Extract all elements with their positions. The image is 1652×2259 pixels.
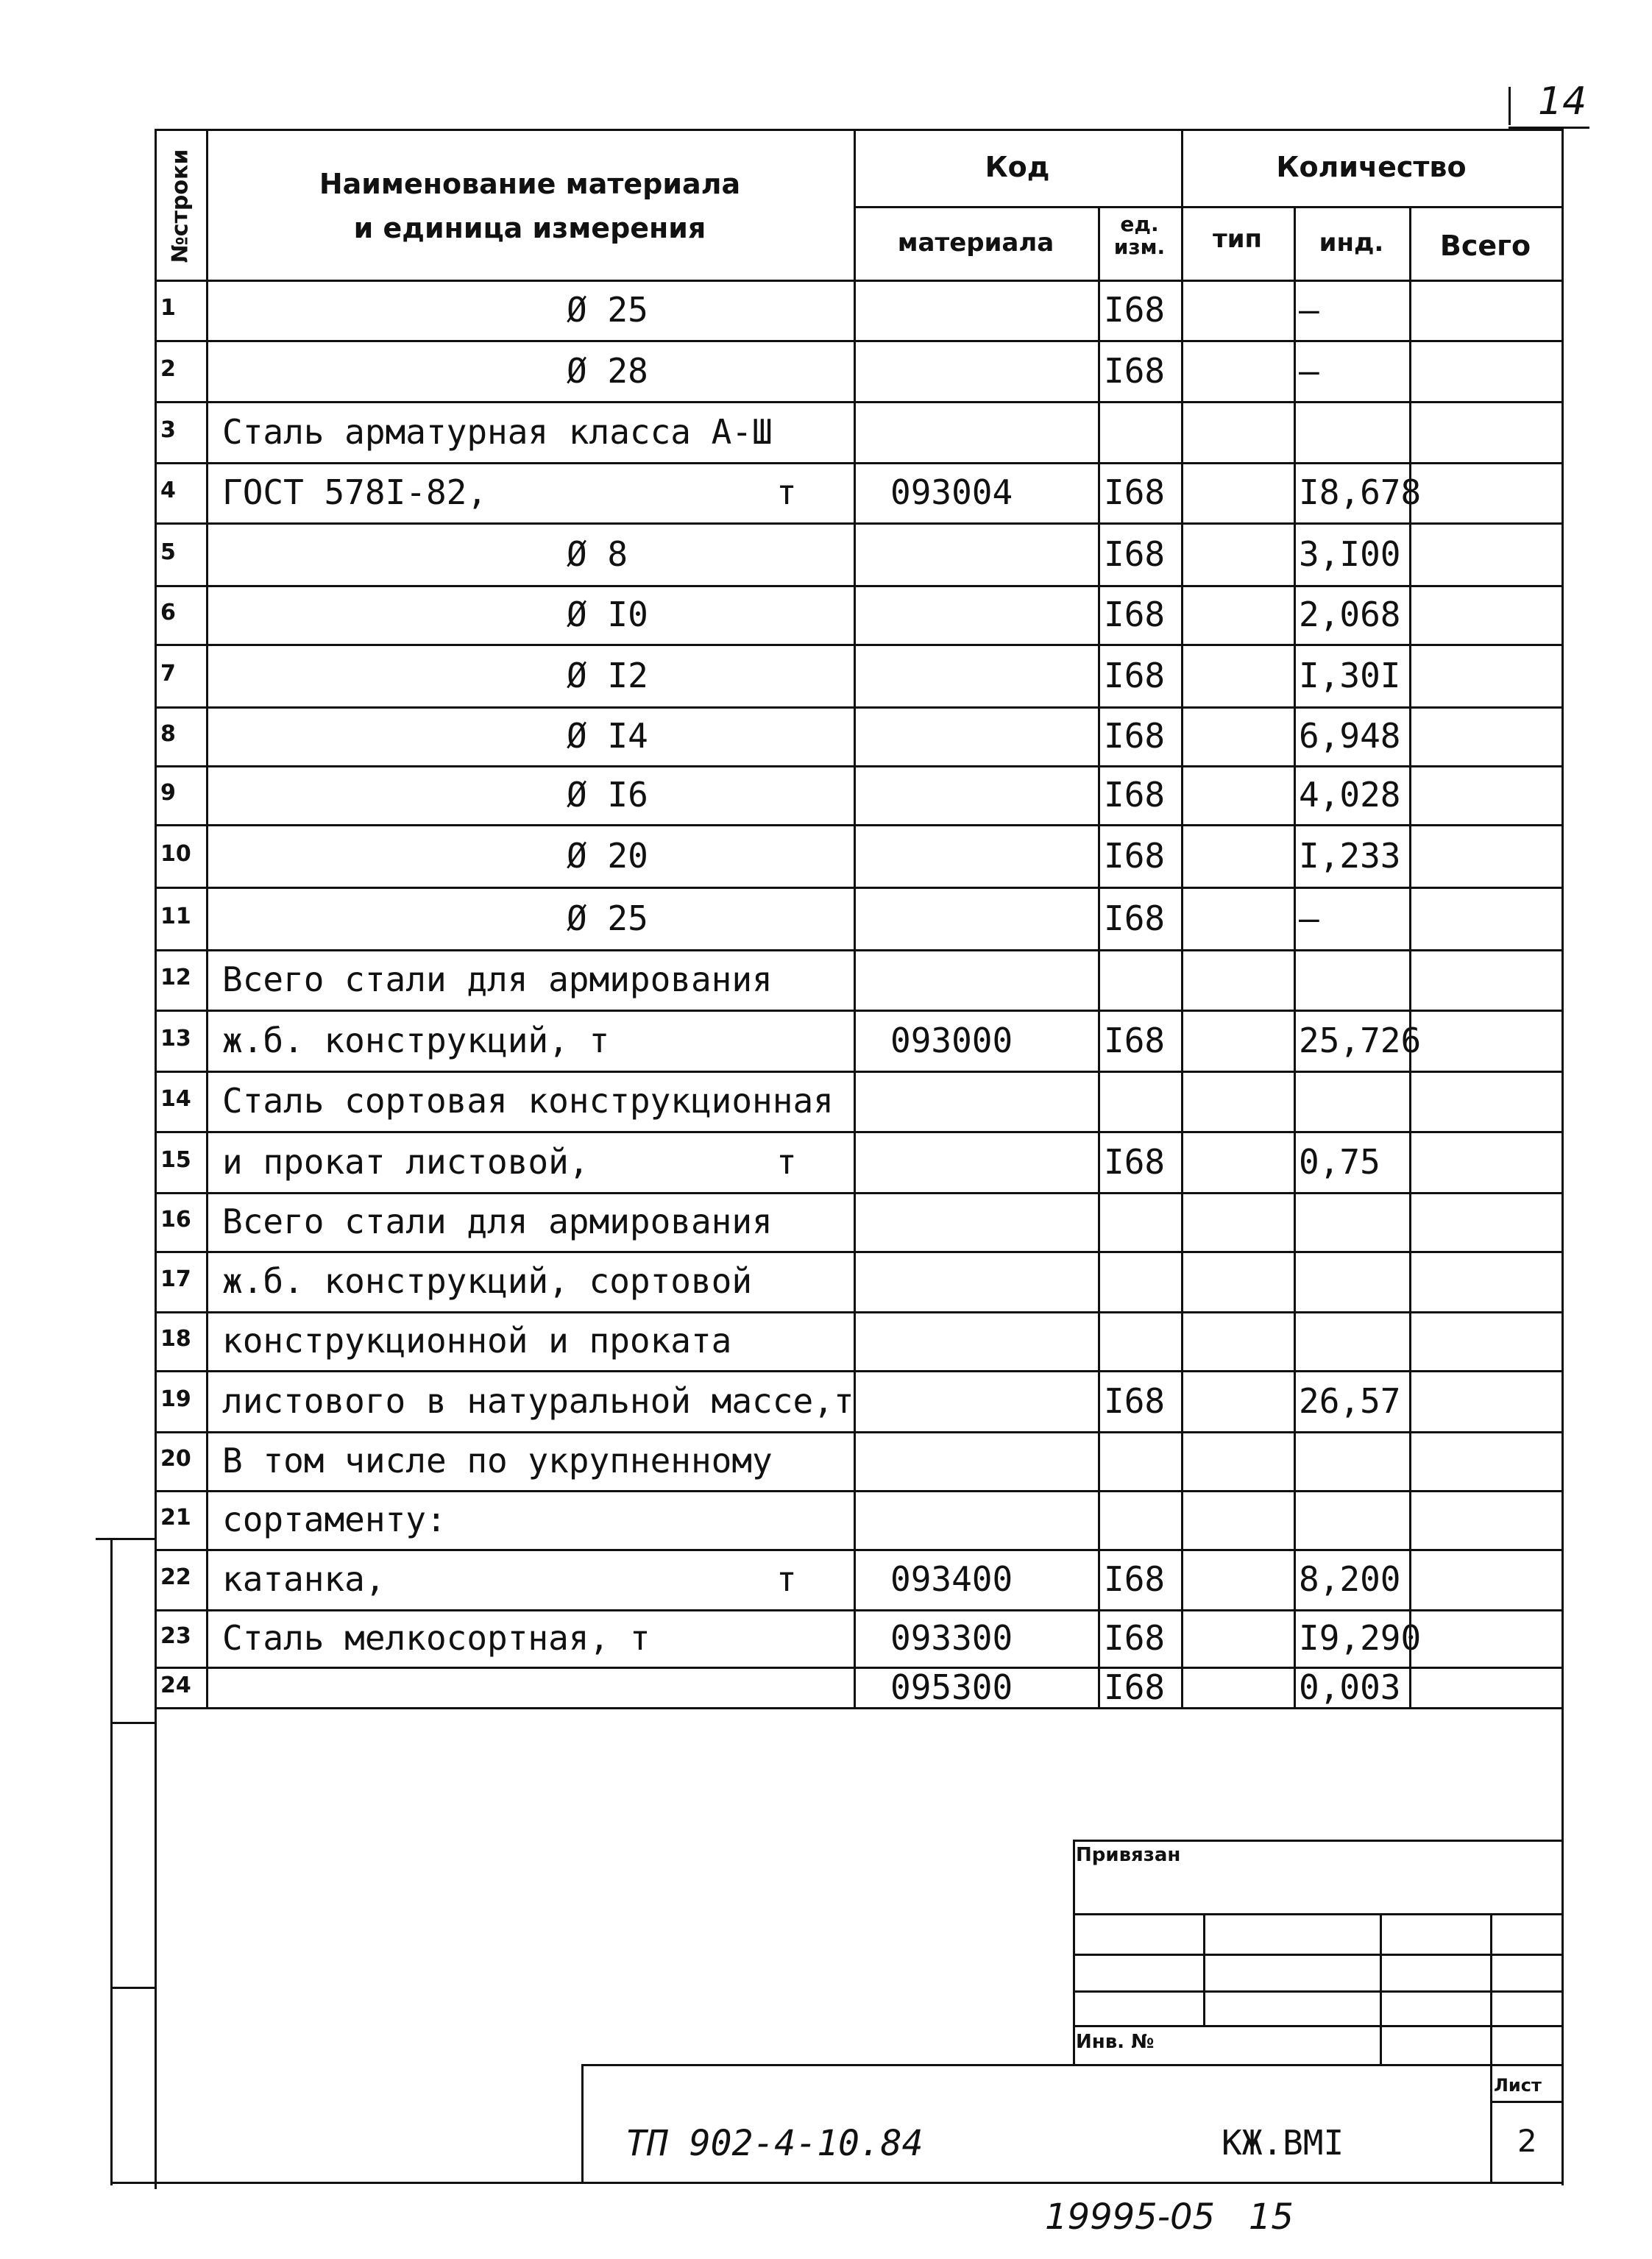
row-number: 23 — [160, 1623, 191, 1649]
quantity-ind: 2,068 — [1299, 595, 1401, 634]
table-row — [155, 1131, 1561, 1192]
row-number: 3 — [160, 417, 176, 443]
table-row — [155, 1010, 1561, 1071]
table-row — [155, 1667, 1561, 1707]
material-unit-t: т — [776, 1142, 797, 1182]
unit-code: I68 — [1104, 1021, 1166, 1060]
quantity-ind: – — [1299, 290, 1319, 330]
header-material: материала — [897, 228, 1054, 258]
unit-code: I68 — [1104, 716, 1166, 756]
row-number: 14 — [160, 1086, 191, 1112]
quantity-ind: 8,200 — [1299, 1559, 1401, 1599]
unit-code: I68 — [1104, 1667, 1166, 1707]
table-row — [155, 1251, 1561, 1311]
quantity-ind: 25,726 — [1299, 1021, 1422, 1060]
material-name: Ø I4 — [567, 716, 648, 756]
row-number: 12 — [160, 965, 191, 990]
row-number: 24 — [160, 1673, 191, 1698]
header-quantity: Количество — [1276, 151, 1467, 183]
unit-code: I68 — [1104, 1559, 1166, 1599]
material-name: ж.б. конструкций, сортовой — [222, 1261, 753, 1301]
table-row — [155, 644, 1561, 706]
material-name: Ø I2 — [567, 656, 648, 695]
row-number: 7 — [160, 661, 176, 687]
quantity-ind: 0,75 — [1299, 1142, 1380, 1182]
table-row — [155, 585, 1561, 644]
table-row — [155, 765, 1561, 824]
quantity-ind: I,30I — [1299, 656, 1401, 695]
material-name: ж.б. конструкций, т — [222, 1021, 610, 1060]
material-unit-t: т — [776, 1559, 797, 1599]
header-code: Код — [985, 151, 1050, 183]
table-row — [155, 462, 1561, 522]
footer-handwritten-code: 19995-05 15 — [1045, 2196, 1294, 2238]
unit-code: I68 — [1104, 898, 1166, 938]
table-row — [155, 522, 1561, 585]
material-name: Сталь арматурная класса А-Ш — [222, 412, 773, 452]
material-name: сортаменту: — [222, 1500, 447, 1539]
unit-code: I68 — [1104, 351, 1166, 391]
quantity-ind: I,233 — [1299, 836, 1401, 876]
quantity-ind: 26,57 — [1299, 1381, 1401, 1421]
table-row — [155, 401, 1561, 462]
material-name: Сталь сортовая конструкционная — [222, 1081, 834, 1121]
row-number: 18 — [160, 1326, 191, 1352]
unit-code: I68 — [1104, 775, 1166, 815]
quantity-ind: 6,948 — [1299, 716, 1401, 756]
unit-code: I68 — [1104, 1381, 1166, 1421]
table-row — [155, 1192, 1561, 1251]
stamp-project-code: ТП 902-4-10.84 — [625, 2123, 924, 2164]
table-row — [155, 887, 1561, 949]
material-code: 093400 — [890, 1559, 1013, 1599]
header-ind: инд. — [1319, 228, 1384, 258]
material-name: Ø 20 — [567, 836, 648, 876]
row-number: 22 — [160, 1564, 191, 1590]
table-row — [155, 1609, 1561, 1667]
quantity-ind: I8,678 — [1299, 472, 1422, 512]
header-unit: ед. изм. — [1113, 212, 1166, 259]
material-unit-t: т — [776, 472, 797, 512]
row-number: 5 — [160, 539, 176, 565]
material-code: 093000 — [890, 1021, 1013, 1060]
material-name: ГОСТ 578I-82, — [222, 472, 488, 512]
material-code: 095300 — [890, 1667, 1013, 1707]
material-name: Ø I6 — [567, 775, 648, 815]
unit-code: I68 — [1104, 836, 1166, 876]
page-mark: 14 — [1538, 79, 1587, 124]
stamp-attached: Привязан — [1076, 1844, 1181, 1866]
table-row — [155, 1071, 1561, 1131]
header-type: тип — [1212, 224, 1263, 254]
stamp-sheet-number: 2 — [1517, 2123, 1537, 2159]
unit-code: I68 — [1104, 534, 1166, 574]
unit-code: I68 — [1104, 472, 1166, 512]
row-number: 6 — [160, 600, 176, 625]
table-row — [155, 706, 1561, 765]
header-total: Всего — [1439, 230, 1531, 262]
quantity-ind: 0,003 — [1299, 1667, 1401, 1707]
row-number: 8 — [160, 721, 176, 747]
row-number: 9 — [160, 780, 176, 806]
table-row — [155, 1370, 1561, 1431]
table-row — [155, 1490, 1561, 1549]
stamp-inv-no: Инв. № — [1076, 2031, 1155, 2053]
stamp-sheet-label: Лист — [1494, 2075, 1542, 2096]
quantity-ind: – — [1299, 898, 1319, 938]
table-row — [155, 1431, 1561, 1490]
row-number: 17 — [160, 1266, 191, 1292]
row-number: 15 — [160, 1147, 191, 1173]
row-number: 2 — [160, 356, 176, 382]
material-name: Всего стали для армирования — [222, 1202, 773, 1241]
row-number: 21 — [160, 1505, 191, 1531]
material-name: листового в натуральной массе,т — [222, 1381, 854, 1421]
material-name: В том числе по укрупненному — [222, 1441, 773, 1480]
material-name: и прокат листовой, — [222, 1142, 589, 1182]
table-row — [155, 340, 1561, 401]
material-name: катанка, — [222, 1559, 386, 1599]
material-name: Ø 25 — [567, 898, 648, 938]
material-name: Ø 25 — [567, 290, 648, 330]
unit-code: I68 — [1104, 1618, 1166, 1658]
row-number: 1 — [160, 295, 176, 321]
stamp-doc-code: КЖ.ВМI — [1222, 2123, 1344, 2163]
unit-code: I68 — [1104, 656, 1166, 695]
row-number: 19 — [160, 1386, 191, 1412]
row-number: 10 — [160, 841, 191, 867]
material-name: Ø I0 — [567, 595, 648, 634]
table-row — [155, 1311, 1561, 1370]
material-name: конструкционной и проката — [222, 1321, 732, 1361]
material-code: 093300 — [890, 1618, 1013, 1658]
row-number: 11 — [160, 904, 191, 929]
material-name: Ø 8 — [567, 534, 628, 574]
quantity-ind: 4,028 — [1299, 775, 1401, 815]
row-number: 4 — [160, 478, 176, 503]
header-row-no: №строки — [167, 149, 194, 263]
table-row — [155, 949, 1561, 1010]
row-number: 16 — [160, 1207, 191, 1233]
table-row — [155, 280, 1561, 340]
unit-code: I68 — [1104, 290, 1166, 330]
material-code: 093004 — [890, 472, 1013, 512]
table-row — [155, 824, 1561, 887]
quantity-ind: I9,290 — [1299, 1618, 1422, 1658]
header-name-line1: Наименование материала — [319, 168, 741, 200]
table-row — [155, 1549, 1561, 1609]
row-number: 13 — [160, 1026, 191, 1052]
material-name: Сталь мелкосортная, т — [222, 1618, 650, 1658]
quantity-ind: 3,I00 — [1299, 534, 1401, 574]
unit-code: I68 — [1104, 1142, 1166, 1182]
quantity-ind: – — [1299, 351, 1319, 391]
material-name: Ø 28 — [567, 351, 648, 391]
material-name: Всего стали для армирования — [222, 960, 773, 999]
row-number: 20 — [160, 1446, 191, 1472]
unit-code: I68 — [1104, 595, 1166, 634]
header-name-line2: и единица измерения — [353, 212, 706, 244]
